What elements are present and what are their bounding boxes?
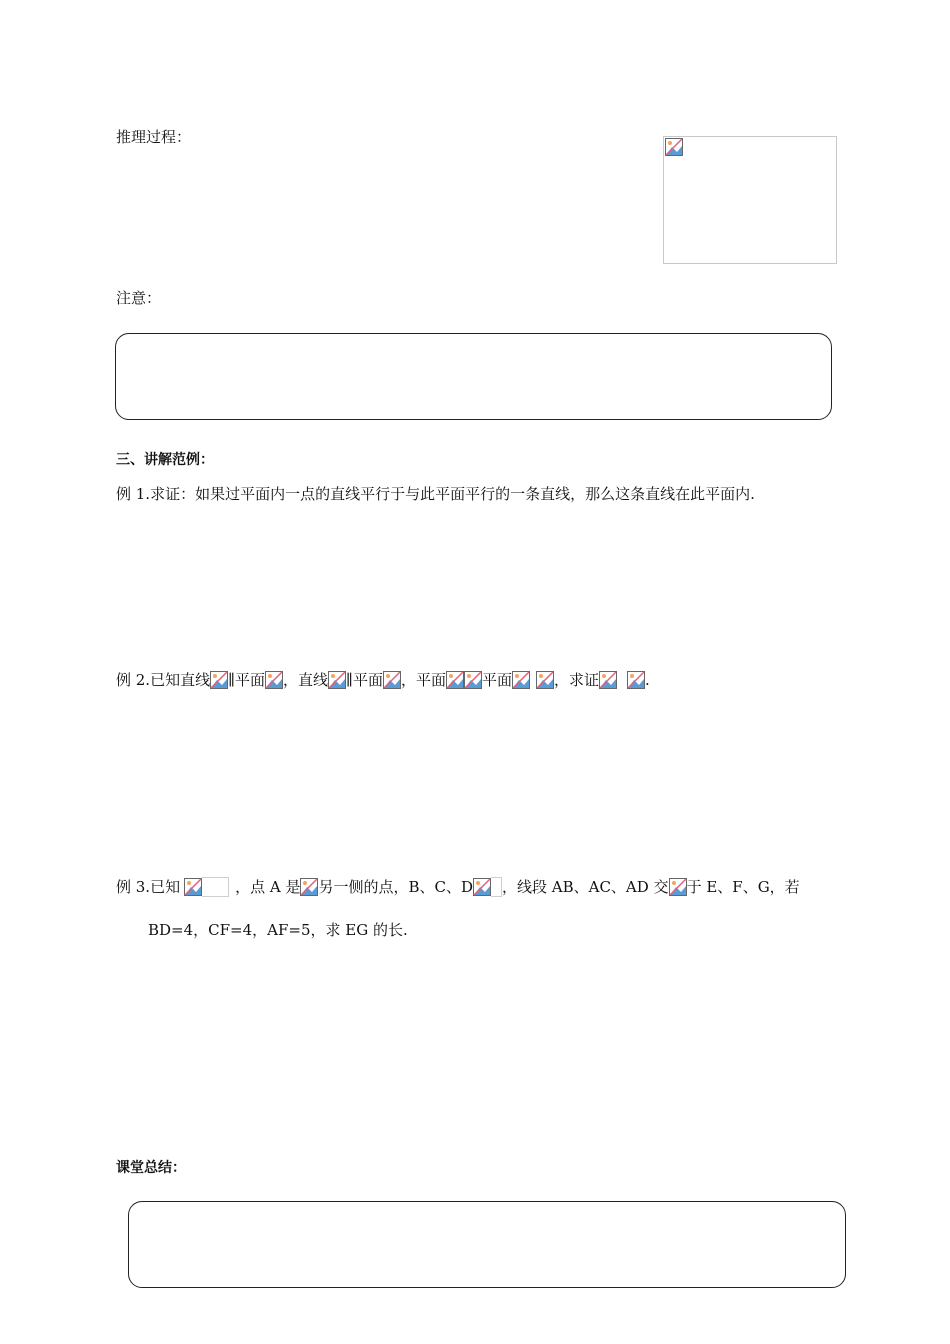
example-3-part: ，线段 AB、AC、AD 交 — [502, 878, 669, 896]
example-3-line2: BD=4，CF=4，AF=5，求 EG 的长. — [148, 921, 408, 939]
broken-image-icon — [265, 671, 283, 689]
broken-image-icon — [328, 671, 346, 689]
broken-image-icon — [512, 671, 530, 689]
broken-image-icon — [300, 878, 318, 896]
example-3 — [116, 877, 800, 897]
broken-image-icon — [669, 878, 687, 896]
broken-image-icon — [473, 878, 491, 896]
image-placeholder — [202, 877, 229, 897]
example-3-part: ，点 A 是 — [235, 878, 301, 896]
reasoning-label: 推理过程： — [116, 128, 192, 146]
example-2-part: . — [645, 671, 650, 689]
broken-image-icon — [627, 671, 645, 689]
example-2-part: ，求证 — [554, 671, 600, 689]
example-2-part: ∥平面 — [346, 671, 383, 689]
example-3-part: 另一侧的点，B、C、D — [318, 878, 473, 896]
summary-heading: 课堂总结： — [116, 1160, 186, 1176]
example-2-part: ∥平面 — [228, 671, 266, 689]
broken-image-icon — [665, 138, 683, 156]
example-2 — [116, 670, 650, 690]
example-2-part: ，平面 — [400, 671, 446, 689]
note-label: 注意： — [116, 289, 162, 307]
example-2-part: 例 2.已知直线 — [116, 671, 211, 689]
broken-image-icon — [599, 671, 617, 689]
figure-frame — [663, 136, 837, 264]
summary-box — [128, 1201, 846, 1288]
broken-image-icon — [184, 878, 202, 896]
section-heading: 三、讲解范例： — [116, 452, 214, 468]
example-3-part: 例 3.已知 — [116, 878, 181, 896]
example-2-part: 平面 — [482, 671, 513, 689]
broken-image-icon — [446, 671, 464, 689]
example-2-part: ，直线 — [283, 671, 329, 689]
example-1-text: 例 1.求证：如果过平面内一点的直线平行于与此平面平行的一条直线，那么这条直线在此平面内. — [116, 485, 755, 503]
broken-image-icon — [464, 671, 482, 689]
broken-image-icon — [383, 671, 401, 689]
broken-image-icon — [210, 671, 228, 689]
broken-image-icon — [536, 671, 554, 689]
note-box — [115, 333, 832, 420]
image-placeholder — [491, 877, 502, 897]
example-3-part: 于 E、F、G，若 — [686, 878, 800, 896]
